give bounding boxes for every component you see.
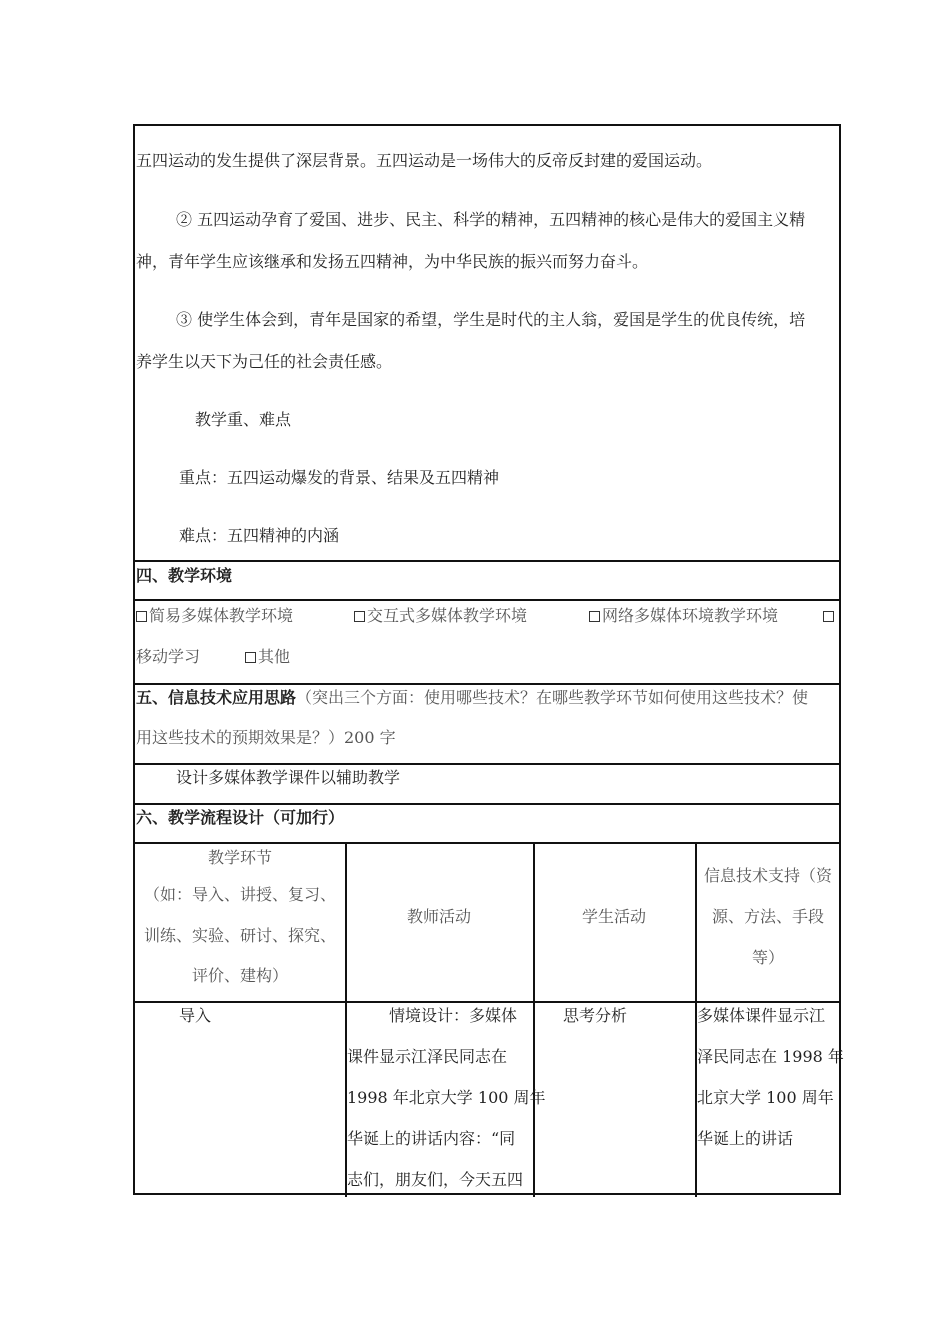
objective-paragraph-3-line2: 养学生以天下为己任的社会责任感。 (136, 352, 393, 371)
header-student-activity: 学生活动 (581, 907, 646, 926)
section-5-note-line2: 用这些技术的预期效果是？）200 字 (136, 728, 396, 747)
row1-teacher-line3: 1998 年北京大学 100 周年 (347, 1088, 546, 1107)
env-option-mobile-label: 移动学习 (136, 647, 201, 666)
row1-student-activity: 思考分析 (563, 1006, 628, 1025)
row1-teacher-line2: 课件显示江泽民同志在 (347, 1047, 508, 1066)
section-4-title: 四、教学环境 (136, 566, 233, 585)
env-option-network[interactable]: 网络多媒体环境教学环境 (589, 606, 778, 626)
checkbox-icon (245, 652, 256, 663)
header-stage-line4: 评价、建构） (191, 966, 288, 985)
checkbox-icon (589, 611, 600, 622)
row1-it-line2: 泽民同志在 1998 年 (697, 1047, 844, 1066)
divider (135, 683, 839, 685)
env-option-interactive[interactable]: 交互式多媒体教学环境 (354, 606, 527, 626)
divider (135, 803, 839, 805)
header-stage-line1: 教学环节 (207, 848, 272, 867)
objective-paragraph-2-line1: ② 五四运动孕育了爱国、进步、民主、科学的精神，五四精神的核心是伟大的爱国主义精 (176, 210, 806, 229)
divider (135, 1001, 839, 1003)
checkbox-icon (354, 611, 365, 622)
row1-it-line3: 北京大学 100 周年 (697, 1088, 834, 1107)
divider (135, 842, 839, 844)
section-5-content: 设计多媒体教学课件以辅助教学 (176, 768, 401, 787)
header-it-support-line1: 信息技术支持（资 (703, 866, 832, 885)
row1-teacher-line1: 情境设计：多媒体 (389, 1006, 518, 1025)
key-points-heading: 教学重、难点 (195, 410, 292, 429)
row1-it-line1: 多媒体课件显示江 (697, 1006, 826, 1025)
divider (135, 763, 839, 765)
objective-paragraph-1: 五四运动的发生提供了深层背景。五四运动是一场伟大的反帝反封建的爱国运动。 (136, 151, 713, 170)
section-5-note: （突出三个方面：使用哪些技术？在哪些教学环节如何使用这些技术？使 (296, 688, 809, 707)
section-5-title: 五、信息技术应用思路 (136, 688, 297, 707)
env-option-mobile-checkbox[interactable] (823, 606, 836, 626)
header-teacher-activity: 教师活动 (406, 907, 471, 926)
row1-teacher-line5: 志们，朋友们，今天五四 (347, 1170, 524, 1189)
header-stage-line3: 训练、实验、研讨、探究、 (143, 926, 336, 945)
divider (135, 560, 839, 562)
header-it-support-line2: 源、方法、手段 (711, 907, 824, 926)
column-divider (533, 842, 535, 1197)
checkbox-icon (823, 611, 834, 622)
row1-stage: 导入 (179, 1006, 212, 1025)
divider (135, 599, 839, 601)
document-table (133, 124, 841, 1195)
header-stage-line2: （如：导入、讲授、复习、 (143, 885, 336, 904)
key-point-difficulty: 难点：五四精神的内涵 (179, 526, 340, 545)
row1-it-line4: 华诞上的讲话 (697, 1129, 794, 1148)
env-option-simple[interactable]: 简易多媒体教学环境 (136, 606, 293, 626)
objective-paragraph-2-line2: 神，青年学生应该继承和发扬五四精神，为中华民族的振兴而努力奋斗。 (136, 252, 649, 271)
checkbox-icon (136, 611, 147, 622)
key-point-focus: 重点：五四运动爆发的背景、结果及五四精神 (179, 468, 500, 487)
row1-teacher-line4: 华诞上的讲话内容：“同 (347, 1129, 516, 1148)
header-it-support-line3: 等） (751, 948, 784, 967)
section-6-title: 六、教学流程设计（可加行） (136, 808, 345, 827)
env-option-other[interactable]: 其他 (245, 647, 290, 667)
section-5-heading (136, 688, 808, 708)
objective-paragraph-3-line1: ③ 使学生体会到，青年是国家的希望，学生是时代的主人翁，爱国是学生的优良传统，培 (176, 310, 806, 329)
